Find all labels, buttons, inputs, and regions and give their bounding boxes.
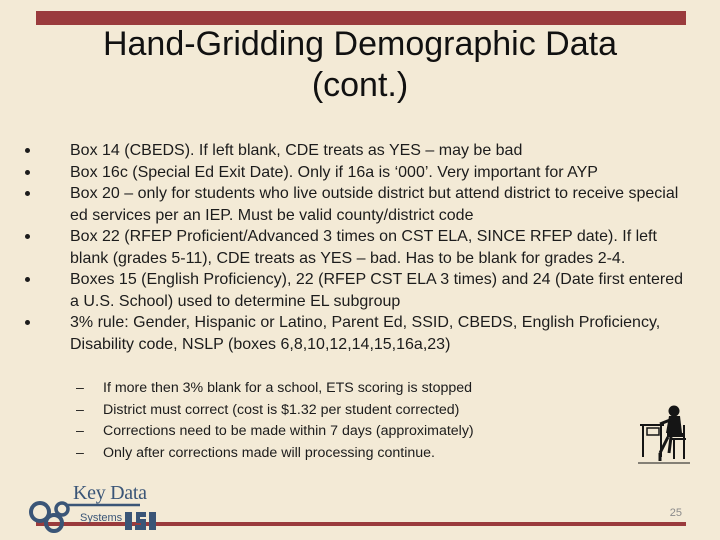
sub-bullet-item [76, 443, 596, 465]
bullet-item [22, 183, 692, 226]
sub-bullet-text: Only after corrections made will processing continue. [103, 444, 435, 461]
bullet-dot [25, 191, 30, 196]
dash-marker: – [76, 423, 84, 439]
bullet-dot [25, 170, 30, 175]
logo-company-name: Key Data [73, 482, 147, 504]
slide-number: 25 [669, 507, 682, 519]
bullet-item [22, 269, 692, 312]
key-data-logo [28, 479, 178, 537]
bullet-item [22, 226, 692, 269]
title-line-2: (cont.) [311, 66, 409, 104]
bullet-dot [25, 234, 30, 239]
bullet-item [22, 312, 692, 355]
bullet-dot [25, 277, 30, 282]
sub-bullet-text: If more then 3% blank for a school, ETS scoring is stopped [103, 380, 473, 396]
bullet-text: Box 22 (RFEP Proficient/Advanced 3 times on CST ELA, SINCE RFEP date). If left blank (grades 5-11), CDE treats as YES – bad. Has to be blank for grades 2-4. [70, 228, 657, 267]
sub-bullet-item [76, 421, 596, 443]
bullet-list [22, 140, 692, 355]
bullet-text: Box 20 – only for students who live outside district but attend district to receive special ed services per an IEP. Must be valid county/district code [70, 185, 679, 224]
logo-subtitle: Systems [80, 512, 123, 524]
bullet-dot [25, 320, 30, 325]
sub-bullet-text: District must correct (cost is $1.32 per student corrected) [103, 401, 460, 418]
dash-marker: – [76, 401, 84, 418]
student-at-desk-icon [638, 403, 690, 465]
bullet-text: 3% rule: Gender, Hispanic or Latino, Parent Ed, SSID, CBEDS, English Proficiency, Disability code, NSLP (boxes 6,8,10,12,14,15,16a,23) [70, 314, 661, 353]
top-accent-bar [36, 11, 686, 25]
dash-marker: – [76, 444, 84, 461]
dash-marker: – [76, 380, 84, 396]
bullet-text: Box 16c (Special Ed Exit Date). Only if 16a is ‘000’. Very important for AYP [70, 163, 598, 181]
bullet-item [22, 162, 692, 184]
bullet-item [22, 140, 692, 162]
sub-bullet-text: Corrections need to be made within 7 days (approximately) [103, 423, 474, 439]
sub-bullet-item [76, 400, 596, 422]
bullet-dot [25, 148, 30, 153]
bullet-text: Boxes 15 (English Proficiency), 22 (RFEP CST ELA 3 times) and 24 (Date first entered a U.S. School) used to determine EL subgroup [70, 271, 684, 310]
bullet-text: Box 14 (CBEDS). If left blank, CDE treats as YES – may be bad [70, 142, 523, 159]
sub-bullet-list [76, 378, 596, 464]
slide-title [60, 24, 660, 106]
sub-bullet-item [76, 378, 596, 400]
title-line-1: Hand-Gridding Demographic Data [102, 25, 618, 63]
